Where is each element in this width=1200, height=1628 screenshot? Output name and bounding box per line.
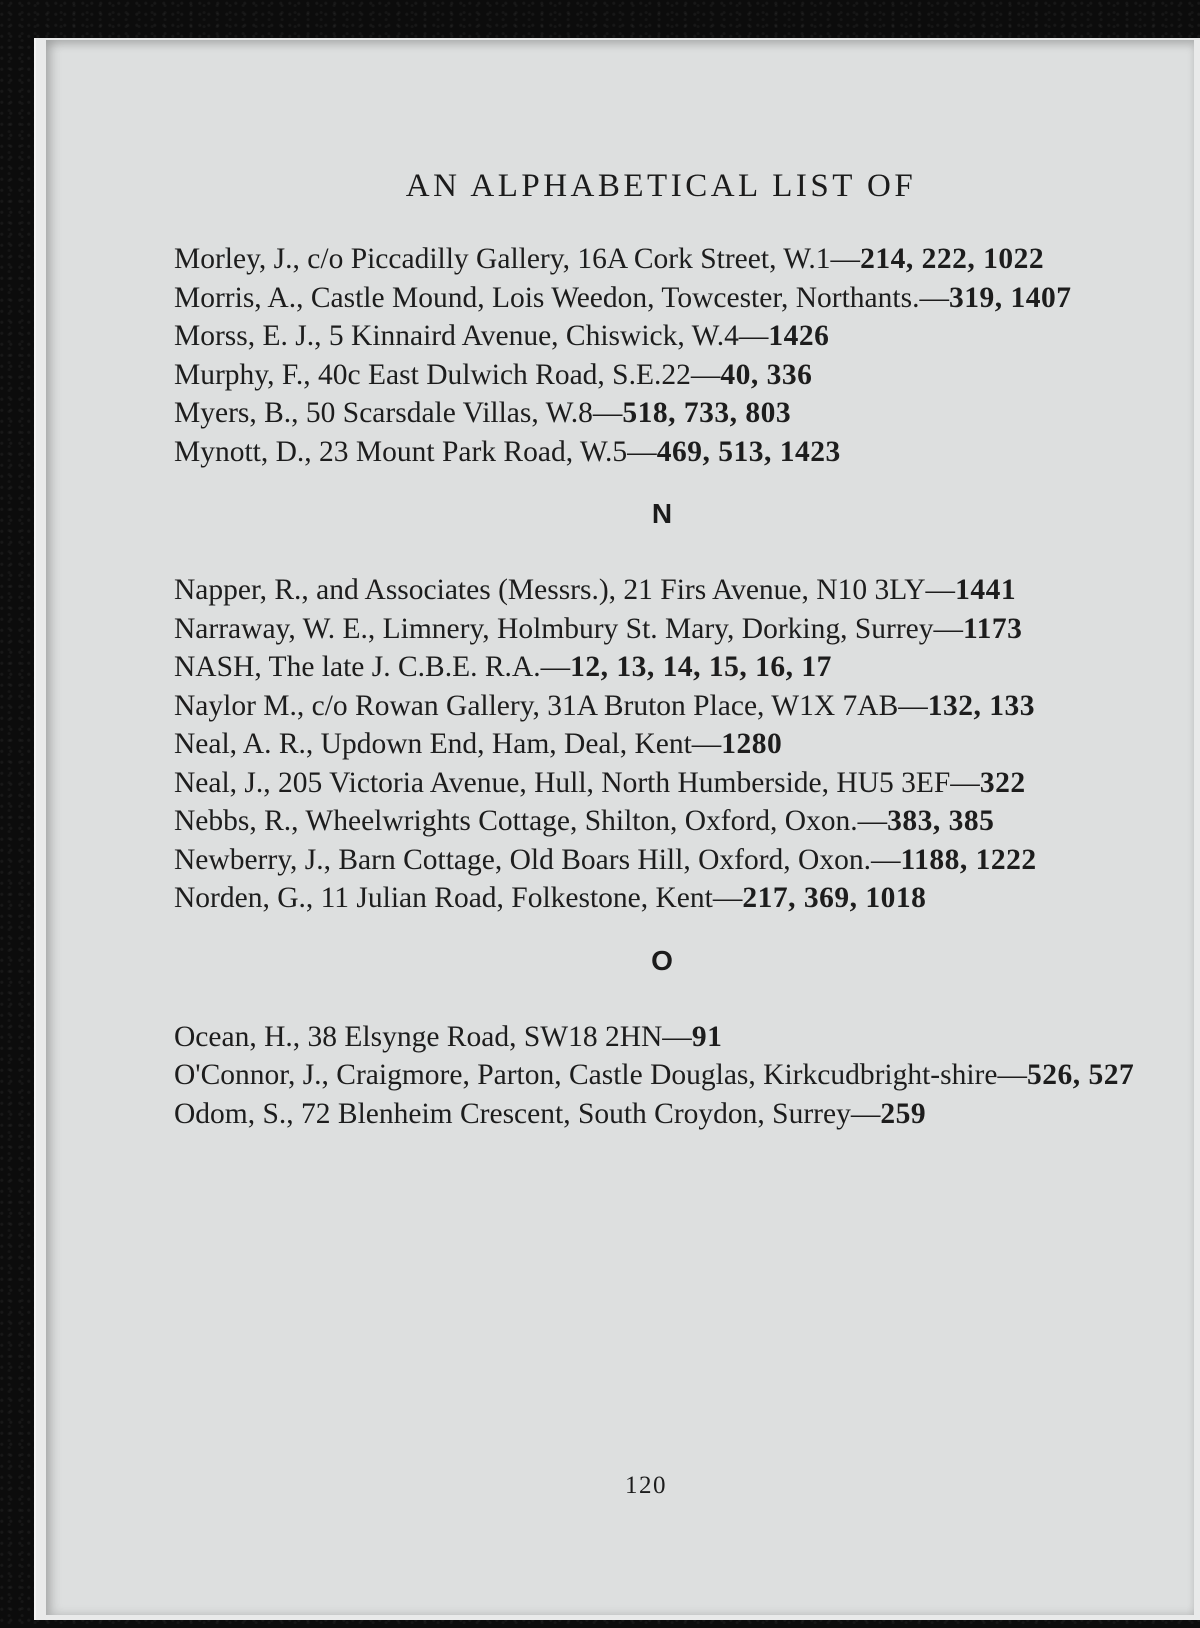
page-number: 120 — [625, 1472, 667, 1499]
list-entry: Norden, G., 11 Julian Road, Folkestone, Kent—217, 369, 1018 — [174, 882, 927, 914]
list-entry: Morley, J., c/o Piccadilly Gallery, 16A Cork Street, W.1—214, 222, 1022 — [174, 243, 1045, 275]
book-page — [46, 40, 1194, 1615]
list-entry: Murphy, F., 40c East Dulwich Road, S.E.22—40, 336 — [174, 358, 813, 391]
list-entry: Newberry, J., Barn Cottage, Old Boars Hill, Oxford, Oxon.—1188, 1222 — [174, 843, 1037, 876]
list-entry: Nebbs, R., Wheelwrights Cottage, Shilton, Oxford, Oxon.—383, 385 — [174, 805, 995, 837]
list-entry: Mynott, D., 23 Mount Park Road, W.5—469, 513, 1423 — [174, 435, 841, 468]
list-entry: O'Connor, J., Craigmore, Parton, Castle Douglas, Kirkcudbright-shire—526, 527 — [174, 1059, 1135, 1091]
page-heading: AN ALPHABETICAL LIST OF — [405, 168, 917, 204]
list-entry: Neal, J., 205 Victoria Avenue, Hull, North Humberside, HU5 3EF—322 — [174, 766, 1026, 799]
list-entry: Morss, E. J., 5 Kinnaird Avenue, Chiswick, W.4—1426 — [174, 320, 830, 352]
list-entry: Ocean, H., 38 Elsynge Road, SW18 2HN—91 — [174, 1020, 723, 1053]
list-entry: Myers, B., 50 Scarsdale Villas, W.8—518, 733, 803 — [174, 397, 792, 429]
list-entry: Napper, R., and Associates (Messrs.), 21 Firs Avenue, N10 3LY—1441 — [174, 574, 1017, 606]
list-entry: Morris, A., Castle Mound, Lois Weedon, Towcester, Northants.—319, 1407 — [174, 281, 1072, 314]
list-entry: Neal, A. R., Updown End, Ham, Deal, Kent—1280 — [174, 728, 783, 760]
section-heading-o: O — [651, 944, 673, 976]
list-entry: NASH, The late J. C.B.E. R.A.—12, 13, 14, 15, 16, 17 — [174, 651, 832, 683]
list-entry: Naylor M., c/o Rowan Gallery, 31A Bruton Place, W1X 7AB—132, 133 — [174, 689, 1036, 722]
list-entry: Odom, S., 72 Blenheim Crescent, South Croydon, Surrey—259 — [174, 1097, 927, 1130]
entry-list — [174, 240, 1150, 1133]
section-heading-n: N — [651, 498, 673, 529]
list-entry: Narraway, W. E., Limnery, Holmbury St. Mary, Dorking, Surrey—1173 — [174, 612, 1023, 645]
